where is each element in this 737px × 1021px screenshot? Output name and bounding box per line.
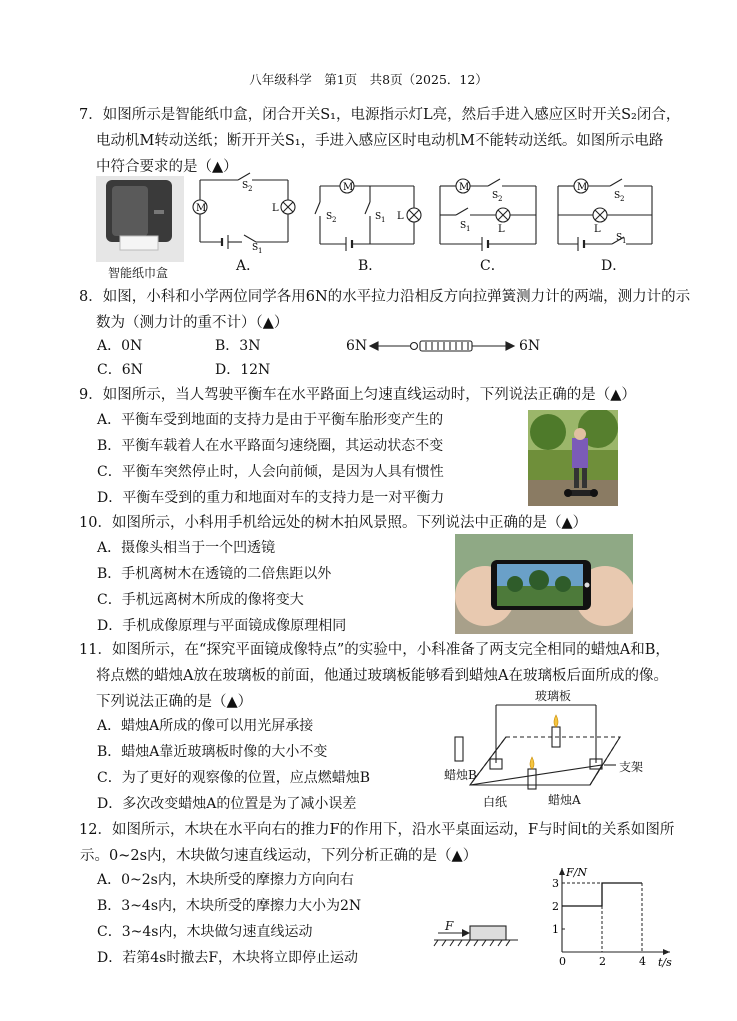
q7-option-d: D． <box>601 258 627 274</box>
q8-line-2: 数为（测力计的重不计）（▲） <box>96 315 289 331</box>
svg-text:M: M <box>343 182 354 193</box>
q7-option-c: C． <box>480 258 505 274</box>
q7-line-2: 电动机M转动送纸；断开开关S₁，手进入感应区时电动机M不能转动送纸。如图所示电路 <box>96 133 664 149</box>
q8-option-c: C．6N <box>97 362 143 378</box>
svg-text:L: L <box>498 224 505 235</box>
mirror-experiment-diagram <box>440 685 640 813</box>
q12-option-d: D．若第4s时撤去F，木块将立即停止运动 <box>97 950 359 966</box>
q12-line-1: 12．如图所示，木块在水平向右的推力F的作用下，沿水平桌面运动，F与时间t的关系如图所 <box>79 822 675 838</box>
q9-option-b: B．平衡车载着人在水平路面匀速绕圈，其运动状态不变 <box>97 438 444 454</box>
q7-line-3: 中符合要求的是（▲） <box>96 159 238 175</box>
chart-y-tick-label: 2 <box>552 900 559 913</box>
svg-text:2: 2 <box>332 216 337 224</box>
q11-line-3: 下列说法正确的是（▲） <box>96 694 253 710</box>
q11-option-c: C．为了更好的观察像的位置，应点燃蜡烛B <box>97 770 370 786</box>
q10-option-c: C．手机远离树木所成的像将变大 <box>97 592 304 608</box>
q8-line-1: 8．如图，小科和小学两位同学各用6N的水平拉力沿相反方向拉弹簧测力计的两端，测力计的示 <box>79 289 691 305</box>
svg-text:S: S <box>375 212 382 222</box>
svg-text:1: 1 <box>466 225 471 233</box>
q11-line-1: 11．如图所示，在“探究平面镜成像特点”的实验中，小科准备了两支完全相同的蜡烛A和B， <box>79 642 670 658</box>
q11-line-2: 将点燃的蜡烛A放在玻璃板的前面，他通过玻璃板能够看到蜡烛A在玻璃板后面所成的像。 <box>96 668 668 684</box>
q12-line-2: 示。0~2s内，木块做匀速直线运动，下列分析正确的是（▲） <box>80 848 478 864</box>
q8-force-right-label: 6N <box>519 338 541 354</box>
q8-option-b: B．3N <box>215 338 261 354</box>
force-time-chart <box>548 862 680 970</box>
q10-option-d: D．手机成像原理与平面镜成像原理相同 <box>97 618 347 634</box>
svg-text:L: L <box>397 211 404 222</box>
circuit-d-diagram <box>552 172 662 254</box>
tissue-box-photo <box>96 176 184 262</box>
svg-text:S: S <box>492 191 499 201</box>
q10-option-a: A．摄像头相当于一个凹透镜 <box>97 540 276 556</box>
circuit-a-diagram <box>188 172 298 254</box>
q9-option-a: A．平衡车受到地面的支持力是由于平衡车胎形变产生的 <box>97 412 444 428</box>
svg-text:M: M <box>459 182 470 193</box>
chart-y-axis-label: F/N <box>566 866 587 879</box>
q7-line-1: 7．如图所示是智能纸巾盒，闭合开关S₁，电源指示灯L亮，然后手进入感应区时开关S₂闭合， <box>79 107 681 123</box>
svg-text:2: 2 <box>620 195 625 203</box>
circuit-c-diagram <box>432 172 542 254</box>
phone-photo <box>455 534 633 634</box>
chart-y-tick-label: 1 <box>552 923 559 936</box>
balance-car-photo <box>528 410 618 506</box>
q12-option-a: A．0~2s内，木块所受的摩擦力方向向右 <box>97 872 354 888</box>
candle-a-label: 蜡烛A <box>548 793 581 807</box>
svg-text:1: 1 <box>381 216 386 224</box>
page-header: 八年级科学 第1页 共8页（2025．12） <box>249 72 488 87</box>
q7-option-a: A． <box>236 258 261 274</box>
q11-option-b: B．蜡烛A靠近玻璃板时像的大小不变 <box>97 744 328 760</box>
svg-text:2: 2 <box>498 195 503 203</box>
chart-series-line <box>562 883 642 906</box>
q10-stem: 10．如图所示，小科用手机给远处的树木拍风景照。下列说法中正确的是（▲） <box>79 515 588 531</box>
q9-option-d: D．平衡车受到的重力和地面对车的支持力是一对平衡力 <box>97 490 445 506</box>
q9-option-c: C．平衡车突然停止时，人会向前倾，是因为人具有惯性 <box>97 464 444 480</box>
q11-option-d: D．多次改变蜡烛A的位置是为了减小误差 <box>97 796 357 812</box>
svg-text:1: 1 <box>258 247 263 254</box>
svg-text:S: S <box>326 212 333 222</box>
svg-text:2: 2 <box>248 185 253 193</box>
svg-text:S: S <box>614 191 621 201</box>
chart-x-tick-label: 4 <box>639 955 646 968</box>
spring-scale-diagram <box>368 336 518 356</box>
q7-option-b: B． <box>358 258 383 274</box>
svg-text:L: L <box>272 203 279 214</box>
circuit-b-diagram <box>312 172 422 254</box>
tissue-box-caption: 智能纸巾盒 <box>108 266 169 280</box>
svg-text:S: S <box>460 221 467 231</box>
svg-text:M: M <box>196 203 207 214</box>
svg-text:L: L <box>594 224 601 235</box>
q8-force-left-label: 6N <box>346 338 368 354</box>
q8-option-a: A．0N <box>97 338 143 354</box>
stand-label: 支架 <box>619 760 644 774</box>
q8-option-d: D．12N <box>215 362 271 378</box>
svg-text:1: 1 <box>622 237 627 245</box>
candle-b-label: 蜡烛B <box>444 768 477 782</box>
q9-stem: 9．如图所示，当人驾驶平衡车在水平路面上匀速直线运动时，下列说法正确的是（▲） <box>79 387 636 403</box>
white-paper-label: 白纸 <box>483 795 508 809</box>
glass-plate-label: 玻璃板 <box>535 689 572 703</box>
svg-text:S: S <box>252 243 259 253</box>
svg-text:S: S <box>242 181 249 191</box>
force-f-label: F <box>445 919 454 933</box>
q11-option-a: A．蜡烛A所成的像可以用光屏承接 <box>97 718 314 734</box>
q12-option-c: C．3~4s内，木块做匀速直线运动 <box>97 924 313 940</box>
chart-y-tick-label: 3 <box>552 877 559 890</box>
chart-x-tick-label: 2 <box>599 955 606 968</box>
chart-x-tick-label: 0 <box>559 955 566 968</box>
svg-text:S: S <box>616 233 623 243</box>
q10-option-b: B．手机离树木在透镜的二倍焦距以外 <box>97 566 332 582</box>
svg-text:M: M <box>577 182 588 193</box>
q12-option-b: B．3~4s内，木块所受的摩擦力大小为2N <box>97 898 362 914</box>
chart-x-axis-label: t/s <box>658 956 672 969</box>
